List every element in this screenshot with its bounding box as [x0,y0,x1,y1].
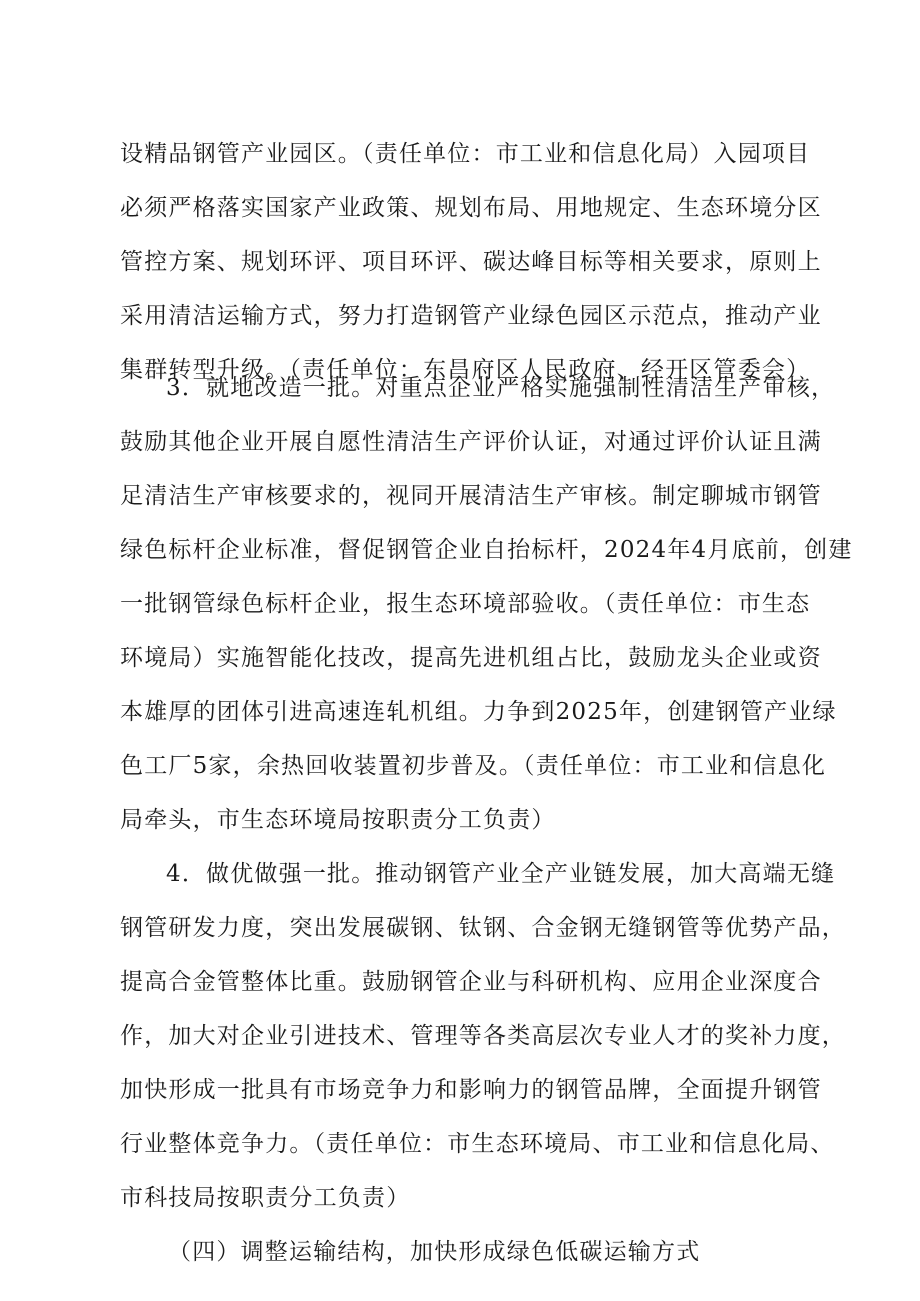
text-line: 作，加大对企业引进技术、管理等各类高层次专业人才的奖补力度， [120,1023,846,1049]
text-line: 提高合金管整体比重。鼓励钢管企业与科研机构、应用企业深度合 [120,969,822,995]
text-line: 集群转型升级。（责任单位：东昌府区人民政府、经开区管委会） [120,357,811,383]
text-line: 加快形成一批具有市场竞争力和影响力的钢管品牌，全面提升钢管 [120,1077,822,1103]
text-line: 绿色标杆企业标准，督促钢管企业自抬标杆，2024年4月底前，创建 [120,537,853,563]
text-line: 必须严格落实国家产业政策、规划布局、用地规定、生态环境分区 [120,195,822,221]
text-line: 4．做优做强一批。推动钢管产业全产业链发展，加大高端无缝 [166,861,836,887]
text-line: 市科技局按职责分工负责） [120,1185,411,1211]
text-line: 色工厂5家，余热回收装置初步普及。（责任单位：市工业和信息化 [120,753,827,779]
text-line: 局牵头，市生态环境局按职责分工负责） [120,807,556,833]
text-line: 3．就地改造一批。对重点企业严格实施强制性清洁生产审核， [166,375,836,401]
text-line: 设精品钢管产业园区。（责任单位：市工业和信息化局）入园项目 [120,141,811,167]
text-line: 鼓励其他企业开展自愿性清洁生产评价认证，对通过评价认证且满 [120,429,822,455]
text-line: 足清洁生产审核要求的，视同开展清洁生产审核。制定聊城市钢管 [120,483,822,509]
section-heading: （四）调整运输结构，加快形成绿色低碳运输方式 [168,1239,701,1265]
text-line: 行业整体竞争力。（责任单位：市生态环境局、市工业和信息化局、 [120,1131,835,1157]
text-line: 采用清洁运输方式，努力打造钢管产业绿色园区示范点，推动产业 [120,303,822,329]
text-line: 管控方案、规划环评、项目环评、碳达峰目标等相关要求，原则上 [120,249,822,275]
text-line: 钢管研发力度，突出发展碳钢、钛钢、合金钢无缝钢管等优势产品， [120,915,846,941]
text-line: 本雄厚的团体引进高速连轧机组。力争到2025年，创建钢管产业绿 [120,699,837,725]
text-line: 一批钢管绿色标杆企业，报生态环境部验收。（责任单位：市生态 [120,591,811,617]
text-line: 环境局）实施智能化技改，提高先进机组占比，鼓励龙头企业或资 [120,645,822,671]
